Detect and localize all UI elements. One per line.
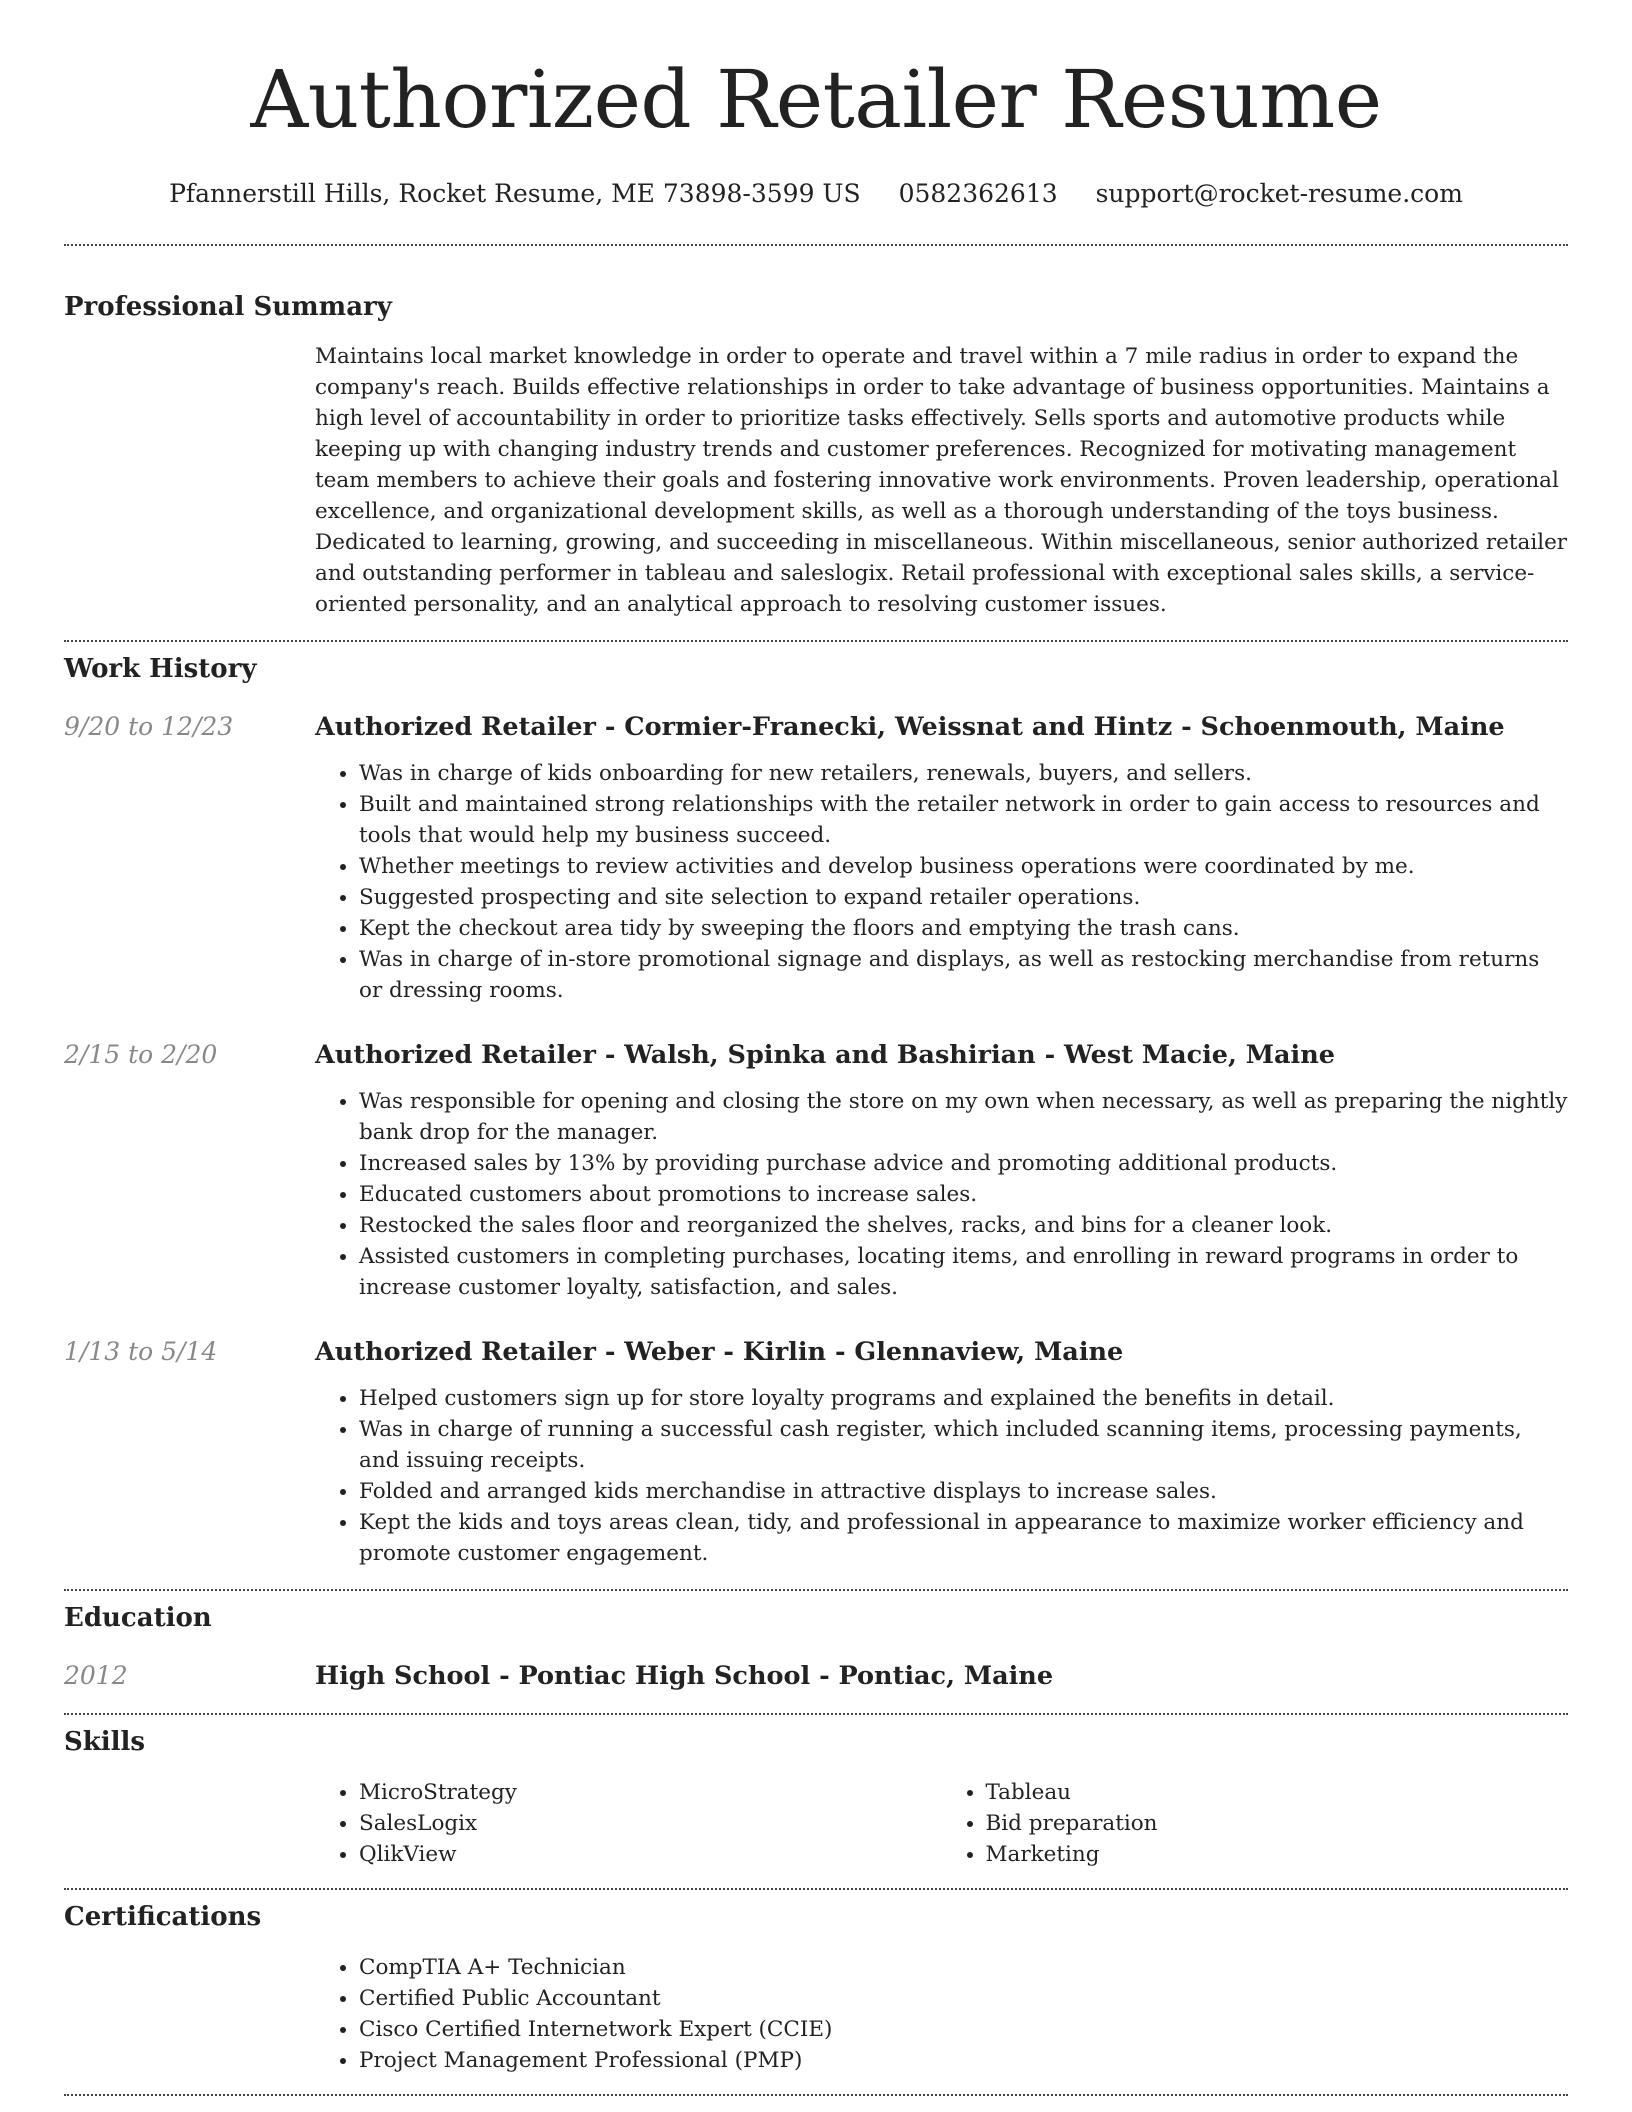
skills-row [64, 1777, 1568, 1870]
job-bullet: • Kept the checkout area tidy by sweeping the floors and emptying the trash cans. [359, 913, 1568, 944]
contact-line [64, 178, 1568, 210]
skill-item: • Marketing [986, 1839, 1569, 1870]
job-bullet: • Educated customers about promotions to increase sales. [359, 1179, 1568, 1210]
divider [64, 2094, 1568, 2096]
skills-columns [315, 1777, 1568, 1870]
divider [64, 244, 1568, 246]
divider [64, 1589, 1568, 1591]
job-bullet: • Suggested prospecting and site selection to expand retailer operations. [359, 882, 1568, 913]
certifications-heading: Certifications [64, 1902, 262, 1932]
skill-item: • MicroStrategy [359, 1777, 942, 1808]
certifications-list [315, 1952, 1568, 2076]
job-bullet: • Was in charge of running a successful cash register, which included scanning items, processing payments, and issuing receipts. [359, 1414, 1568, 1476]
job-bullets [315, 1383, 1568, 1569]
contact-email: support@rocket-resume.com [1095, 179, 1463, 208]
job-bullet: • Built and maintained strong relationships with the retailer network in order to gain access to resources and tools that would help my business succeed. [359, 789, 1568, 851]
certification-item: • Project Management Professional (PMP) [359, 2045, 1568, 2076]
skill-item: • Bid preparation [986, 1808, 1569, 1839]
job-title: Authorized Retailer - Weber - Kirlin - Glennaview, Maine [315, 1337, 1124, 1367]
job-bullet: • Assisted customers in completing purchases, locating items, and enrolling in reward programs in order to increase customer loyalty, satisfaction, and sales. [359, 1241, 1568, 1303]
education-entry [64, 1659, 1568, 1693]
work-heading: Work History [64, 654, 257, 684]
education-heading: Education [64, 1603, 212, 1633]
divider [64, 1713, 1568, 1715]
skills-list-left [315, 1777, 942, 1870]
certification-item: • CompTIA A+ Technician [359, 1952, 1568, 1983]
summary-heading: Professional Summary [64, 292, 392, 322]
certifications-section [64, 1900, 1568, 2076]
skills-list-right [942, 1777, 1569, 1870]
job-bullets [315, 1086, 1568, 1303]
contact-address: Pfannerstill Hills, Rocket Resume, ME 73898-3599 US [169, 179, 861, 208]
skills-heading: Skills [64, 1727, 146, 1757]
certification-item: • Certified Public Accountant [359, 1983, 1568, 2014]
job-entry [64, 1038, 1568, 1303]
job-title: Authorized Retailer - Walsh, Spinka and Bashirian - West Macie, Maine [315, 1040, 1335, 1070]
skill-item: • SalesLogix [359, 1808, 942, 1839]
job-date: 9/20 to 12/23 [64, 712, 234, 741]
job-bullet: • Helped customers sign up for store loyalty programs and explained the benefits in detail. [359, 1383, 1568, 1414]
summary-row [64, 341, 1568, 620]
skills-section [64, 1725, 1568, 1870]
skill-item: • Tableau [986, 1777, 1569, 1808]
job-bullet: • Kept the kids and toys areas clean, tidy, and professional in appearance to maximize worker efficiency and promote customer engagement. [359, 1507, 1568, 1569]
skill-item: • QlikView [359, 1839, 942, 1870]
job-entry [64, 710, 1568, 1006]
job-bullet: • Was in charge of kids onboarding for new retailers, renewals, buyers, and sellers. [359, 758, 1568, 789]
job-bullet: • Whether meetings to review activities and develop business operations were coordinated by me. [359, 851, 1568, 882]
summary-text: Maintains local market knowledge in order to operate and travel within a 7 mile radius in order to expand the company's reach. Builds effective relationships in order to take advantage of business opportunities. Maintains a high level of accountability in order to prioritize tasks effectively. Sells sports and automotive products while keeping up with changing industry trends and customer preferences. Recognized for motivating management team members to achieve their goals and fostering innovative work environments. Proven leadership, operational excellence, and organizational development skills, as well as a thorough understanding of the toys business. Dedicated to learning, growing, and succeeding in miscellaneous. Within miscellaneous, senior authorized retailer and outstanding performer in tableau and saleslogix. Retail professional with exceptional sales skills, a service-oriented personality, and an analytical approach to resolving customer issues. [315, 344, 1568, 617]
work-section [64, 652, 1568, 1569]
certifications-row [64, 1952, 1568, 2076]
education-title: High School - Pontiac High School - Pontiac, Maine [315, 1661, 1054, 1691]
job-bullet: • Was responsible for opening and closing the store on my own when necessary, as well as preparing the nightly bank drop for the manager. [359, 1086, 1568, 1148]
job-date: 2/15 to 2/20 [64, 1040, 218, 1069]
job-date: 1/13 to 5/14 [64, 1337, 218, 1366]
job-bullet: • Restocked the sales floor and reorganized the shelves, racks, and bins for a cleaner look. [359, 1210, 1568, 1241]
job-bullets [315, 758, 1568, 1006]
certification-item: • Cisco Certified Internetwork Expert (CCIE) [359, 2014, 1568, 2045]
resume-title: Authorized Retailer Resume [250, 53, 1382, 146]
job-title: Authorized Retailer - Cormier-Franecki, Weissnat and Hintz - Schoenmouth, Maine [315, 712, 1505, 742]
divider [64, 640, 1568, 642]
job-entry [64, 1335, 1568, 1569]
job-bullet: • Increased sales by 13% by providing purchase advice and promoting additional products. [359, 1148, 1568, 1179]
education-section [64, 1601, 1568, 1693]
job-bullet: • Was in charge of in-store promotional signage and displays, as well as restocking merchandise from returns or dressing rooms. [359, 944, 1568, 1006]
contact-phone: 0582362613 [898, 179, 1058, 208]
education-date: 2012 [64, 1661, 128, 1690]
summary-section [64, 290, 1568, 620]
job-bullet: • Folded and arranged kids merchandise in attractive displays to increase sales. [359, 1476, 1568, 1507]
divider [64, 1888, 1568, 1890]
